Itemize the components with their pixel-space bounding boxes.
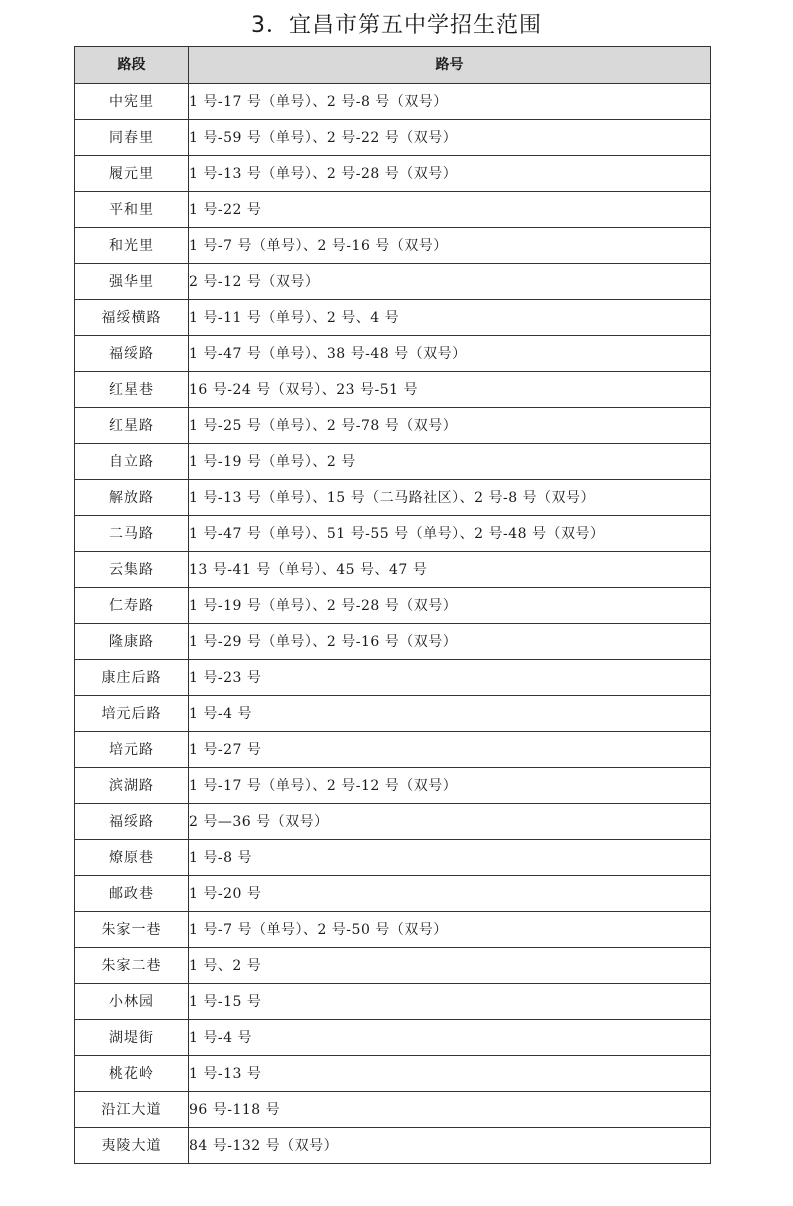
table-row [75,372,711,408]
house-numbers-cell: 1 号-19 号（单号）、2 号-28 号（双号） [189,588,711,624]
table-row [75,588,711,624]
house-numbers-cell: 1 号-13 号 [189,1056,711,1092]
table-row [75,768,711,804]
table-row [75,624,711,660]
house-numbers-cell: 1 号-19 号（单号）、2 号 [189,444,711,480]
house-numbers-cell: 1 号-47 号（单号）、51 号-55 号（单号）、2 号-48 号（双号） [189,516,711,552]
road-name-cell: 沿江大道 [75,1092,189,1128]
table-row [75,912,711,948]
table-row [75,840,711,876]
table-row [75,300,711,336]
road-name-cell: 云集路 [75,552,189,588]
house-numbers-cell: 1 号-25 号（单号）、2 号-78 号（双号） [189,408,711,444]
table-row [75,1128,711,1164]
road-name-cell: 和光里 [75,228,189,264]
house-numbers-cell: 1 号-4 号 [189,1020,711,1056]
road-name-cell: 强华里 [75,264,189,300]
house-numbers-cell: 1 号-27 号 [189,732,711,768]
road-name-cell: 福绥路 [75,336,189,372]
road-name-cell: 培元路 [75,732,189,768]
road-name-cell: 燎原巷 [75,840,189,876]
house-numbers-cell: 1 号-17 号（单号）、2 号-12 号（双号） [189,768,711,804]
road-name-cell: 同春里 [75,120,189,156]
road-name-cell: 朱家二巷 [75,948,189,984]
table-row [75,84,711,120]
road-name-cell: 邮政巷 [75,876,189,912]
table-row [75,948,711,984]
table-row [75,1020,711,1056]
table-row [75,1056,711,1092]
road-name-cell: 夷陵大道 [75,1128,189,1164]
road-name-cell: 小林园 [75,984,189,1020]
table-row [75,480,711,516]
road-name-cell: 自立路 [75,444,189,480]
road-name-cell: 福绥横路 [75,300,189,336]
road-name-cell: 滨湖路 [75,768,189,804]
house-numbers-cell: 1 号-23 号 [189,660,711,696]
table-row [75,696,711,732]
road-name-cell: 康庄后路 [75,660,189,696]
road-name-cell: 培元后路 [75,696,189,732]
road-name-cell: 红星路 [75,408,189,444]
road-name-cell: 桃花岭 [75,1056,189,1092]
house-numbers-cell: 1 号-29 号（单号）、2 号-16 号（双号） [189,624,711,660]
table-row [75,804,711,840]
house-numbers-cell: 1 号-13 号（单号）、2 号-28 号（双号） [189,156,711,192]
table-row [75,192,711,228]
table-row [75,1092,711,1128]
column-header-numbers: 路号 [189,47,711,84]
road-name-cell: 隆康路 [75,624,189,660]
enrollment-range-table [74,46,711,1164]
house-numbers-cell: 1 号-59 号（单号）、2 号-22 号（双号） [189,120,711,156]
page-title: 3．宜昌市第五中学招生范围 [251,13,542,38]
table-row [75,732,711,768]
house-numbers-cell: 1 号、2 号 [189,948,711,984]
house-numbers-cell: 1 号-13 号（单号）、15 号（二马路社区）、2 号-8 号（双号） [189,480,711,516]
house-numbers-cell: 16 号-24 号（双号）、23 号-51 号 [189,372,711,408]
house-numbers-cell: 1 号-8 号 [189,840,711,876]
house-numbers-cell: 96 号-118 号 [189,1092,711,1128]
house-numbers-cell: 13 号-41 号（单号）、45 号、47 号 [189,552,711,588]
road-name-cell: 朱家一巷 [75,912,189,948]
table-row [75,552,711,588]
column-header-road: 路段 [75,47,189,84]
table-row [75,336,711,372]
table-row [75,408,711,444]
road-name-cell: 履元里 [75,156,189,192]
house-numbers-cell: 1 号-22 号 [189,192,711,228]
table-row [75,444,711,480]
table-row [75,660,711,696]
table-row [75,516,711,552]
house-numbers-cell: 1 号-7 号（单号）、2 号-50 号（双号） [189,912,711,948]
table-row [75,120,711,156]
road-name-cell: 解放路 [75,480,189,516]
house-numbers-cell: 1 号-15 号 [189,984,711,1020]
house-numbers-cell: 2 号-12 号（双号） [189,264,711,300]
house-numbers-cell: 1 号-11 号（单号）、2 号、4 号 [189,300,711,336]
road-name-cell: 平和里 [75,192,189,228]
house-numbers-cell: 1 号-4 号 [189,696,711,732]
road-name-cell: 二马路 [75,516,189,552]
road-name-cell: 中宪里 [75,84,189,120]
house-numbers-cell: 84 号-132 号（双号） [189,1128,711,1164]
table-header-row [75,47,711,84]
road-name-cell: 仁寿路 [75,588,189,624]
house-numbers-cell: 2 号—36 号（双号） [189,804,711,840]
road-name-cell: 福绥路 [75,804,189,840]
house-numbers-cell: 1 号-20 号 [189,876,711,912]
table-row [75,156,711,192]
road-name-cell: 红星巷 [75,372,189,408]
table-row [75,984,711,1020]
table-row [75,264,711,300]
house-numbers-cell: 1 号-7 号（单号）、2 号-16 号（双号） [189,228,711,264]
table-row [75,228,711,264]
house-numbers-cell: 1 号-17 号（单号）、2 号-8 号（双号） [189,84,711,120]
road-name-cell: 湖堤街 [75,1020,189,1056]
house-numbers-cell: 1 号-47 号（单号）、38 号-48 号（双号） [189,336,711,372]
table-row [75,876,711,912]
